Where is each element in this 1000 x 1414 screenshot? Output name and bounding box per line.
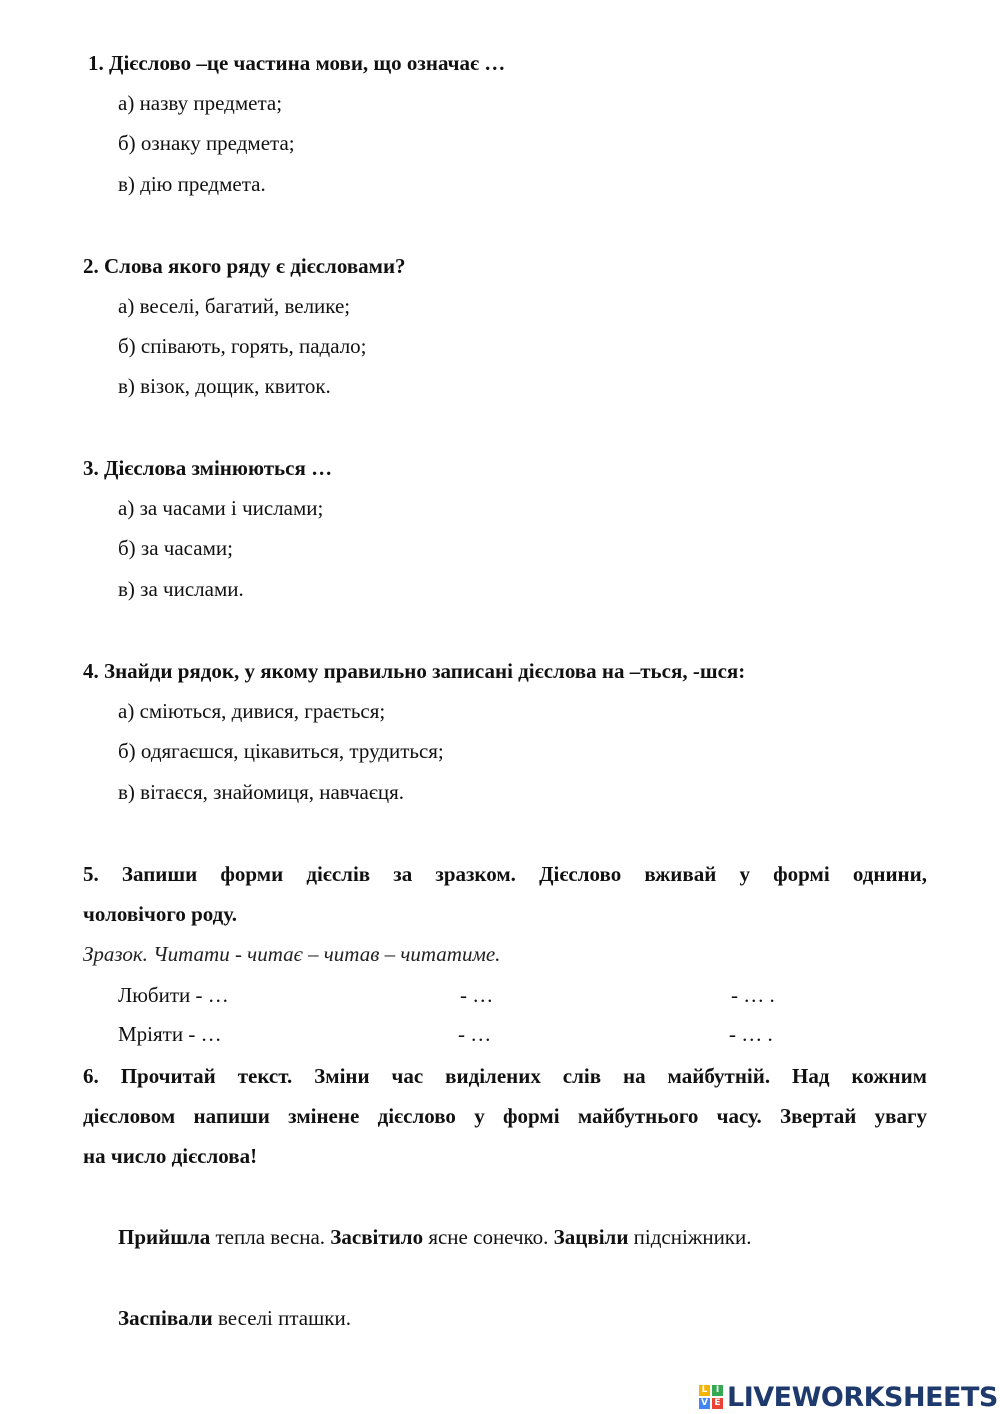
question-1-title: 1. Дієслово –це частина мови, що означає …	[88, 51, 506, 75]
question-3-option-a: а) за часами і числами;	[118, 496, 324, 520]
question-3-option-c: в) за числами.	[118, 577, 244, 601]
question-5-sample: Зразок. Читати - читає – читав – читатиме.	[83, 942, 501, 966]
question-2-option-b: б) співають, горять, падало;	[118, 334, 367, 358]
liveworksheets-logo	[699, 1380, 998, 1414]
question-2-option-c: в) візок, дощик, квиток.	[118, 374, 331, 398]
text-segment: Заспівали	[118, 1306, 213, 1330]
question-5-title-line-1: 5. Запиши форми дієслів за зразком. Дієслово вживай у формі однини,	[83, 862, 927, 886]
text-segment: ясне сонечко.	[423, 1225, 554, 1249]
question-2-title: 2. Слова якого ряду є дієсловами?	[83, 254, 406, 278]
q5-row-1-verb: Любити - …	[118, 983, 229, 1007]
question-6-text-line-1	[118, 1225, 752, 1249]
logo-letter: L	[699, 1385, 710, 1396]
logo-letter: E	[712, 1398, 723, 1409]
q5-row-2-verb: Мріяти - …	[118, 1022, 222, 1046]
q5-row-1-blank-2[interactable]: - …	[460, 983, 494, 1007]
question-6-title-line-2: дієсловом напиши змінене дієслово у формі майбутнього часу. Звертай увагу	[83, 1104, 927, 1128]
question-1-option-c: в) дію предмета.	[118, 172, 266, 196]
question-1-option-b: б) ознаку предмета;	[118, 131, 295, 155]
question-3-option-b: б) за часами;	[118, 536, 233, 560]
question-5-title-line-2: чоловічого роду.	[83, 902, 237, 926]
logo-text: LIVEWORKSHEETS	[727, 1381, 998, 1413]
question-3-title: 3. Дієслова змінюються …	[83, 456, 333, 480]
q5-row-2-blank-3[interactable]: - … .	[729, 1022, 773, 1046]
question-4-option-a: а) сміються, дивися, грається;	[118, 699, 386, 723]
question-4-option-b: б) одягаєшся, цікавиться, трудиться;	[118, 739, 444, 763]
question-6-title-line-3: на число дієслова!	[83, 1144, 258, 1168]
q5-row-1-blank-3[interactable]: - … .	[731, 983, 775, 1007]
text-segment: веселі пташки.	[212, 1306, 351, 1330]
logo-letter: V	[699, 1398, 710, 1409]
logo-letter: I	[712, 1385, 723, 1396]
logo-grid-icon	[699, 1385, 723, 1409]
question-6-title-line-1: 6. Прочитай текст. Зміни час виділених слів на майбутній. Над кожним	[83, 1064, 927, 1088]
question-4-option-c: в) вітаєся, знайомиця, навчаєця.	[118, 780, 404, 804]
question-1-option-a: а) назву предмета;	[118, 91, 283, 115]
q5-row-2-blank-2[interactable]: - …	[458, 1022, 492, 1046]
question-2-option-a: а) веселі, багатий, велике;	[118, 294, 351, 318]
text-segment: Прийшла	[118, 1225, 211, 1249]
question-6-text-line-2	[118, 1306, 351, 1330]
text-segment: Зацвіли	[553, 1225, 629, 1249]
text-segment: тепла весна.	[210, 1225, 331, 1249]
question-4-title: 4. Знайди рядок, у якому правильно записані дієслова на –ться, -шся:	[83, 659, 746, 683]
text-segment: підсніжники.	[628, 1225, 752, 1249]
text-segment: Засвітило	[330, 1225, 424, 1249]
